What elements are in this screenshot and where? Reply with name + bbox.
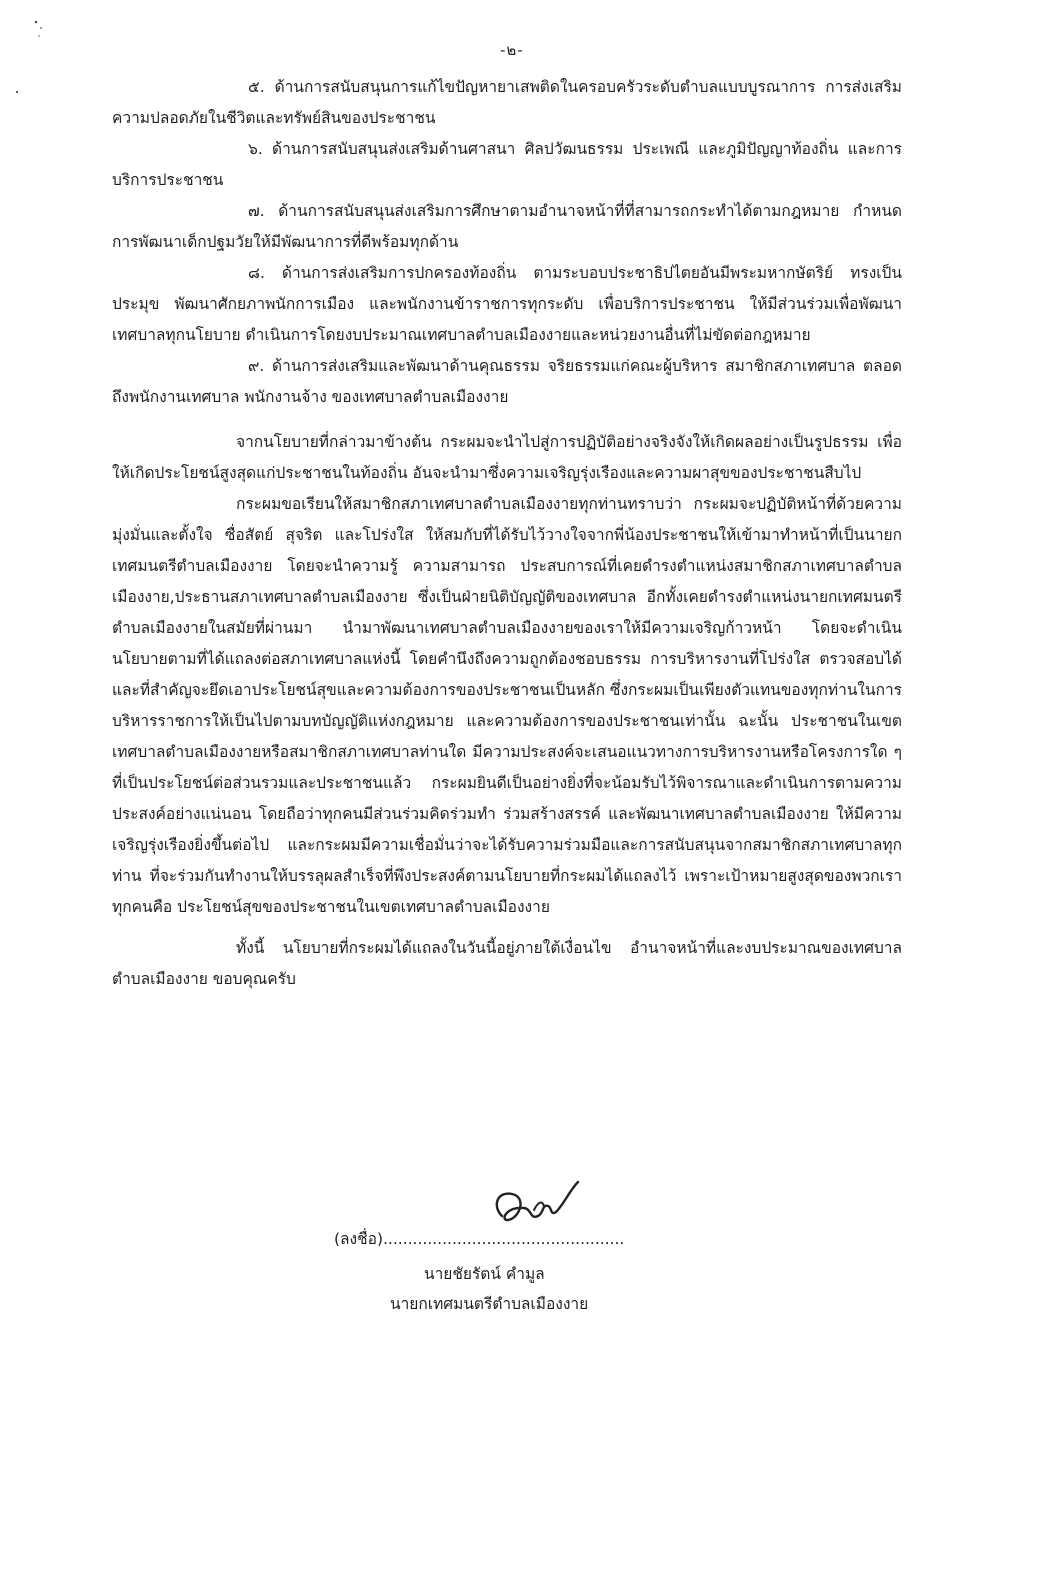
commitment-paragraph: กระผมขอเรียนให้สมาชิกสภาเทศบาลตำบลเมืองงายทุกท่านทราบว่า กระผมจะปฏิบัติหน้าที่ด้วยความมุ่งมั่นและตั้งใจ ซื่อสัตย์ สุจริต และโปร่งใส ให้สมกับที่ได้รับไว้วางใจจากพี่น้องประชาชนให้เข้ามาทำหน้าที่เป็นนายกเทศมนตรีตำบลเมืองงาย โดยจะนำความรู้ ความสามารถ ประสบการณ์ที่เคยดำรงตำแหน่งสมาชิกสภาเทศบาลตำบลเมืองงาย,ประธานสภาเทศบาลตำบลเมืองงาย ซึ่งเป็นฝ่ายนิติบัญญัติของเทศบาล อีกทั้งเคยดำรงตำแหน่งนายกเทศมนตรีตำบลเมืองงายในสมัยที่ผ่านมา นำมาพัฒนาเทศบาลตำบลเมืองงายของเราให้มีความเจริญก้าวหน้า โดยจะดำเนินนโยบายตามที่ได้แถลงต่อสภาเทศบาลแห่งนี้ โดยคำนึงถึงความถูกต้องชอบธรรม การบริหารงานที่โปร่งใส ตรวจสอบได้ และที่สำคัญจะยึดเอาประโยชน์สุขและความต้องการของประชาชนเป็นหลัก ซึ่งกระผมเป็นเพียงตัวแทนของทุกท่านในการบริหารราชการให้เป็นไปตามบทบัญญัติแห่งกฎหมาย และความต้องการของประชาชนเท่านั้น ฉะนั้น ประชาชนในเขตเทศบาลตำบลเมืองงายหรือสมาชิกสภาเทศบาลท่านใด มีความประสงค์จะเสนอแนวทางการบริหารงานหรือโครงการใด ๆ ที่เป็นประโยชน์ต่อส่วนรวมและประชาชนแล้ว กระผมยินดีเป็นอย่างยิ่งที่จะน้อมรับไว้พิจารณาและดำเนินการตามความประสงค์อย่างแน่นอน โดยถือว่าทุกคนมีส่วนร่วมคิดร่วมทำ ร่วมสร้างสรรค์ และพัฒนาเทศบาลตำบลเมืองงาย ให้มีความเจริญรุ่งเรืองยิ่งขึ้นต่อไป และกระผมมีความเชื่อมั่นว่าจะได้รับความร่วมมือและการสนับสนุนจากสมาชิกสภาเทศบาลทุกท่าน ที่จะร่วมกันทำงานให้บรรลุผลสำเร็จที่พึงประสงค์ตามนโยบายที่กระผมได้แถลงไว้ เพราะเป้าหมายสูงสุดของพวกเราทุกคนคือ ประโยชน์สุขของประชาชนในเขตเทศบาลตำบลเมืองงาย: [112, 495, 902, 916]
scan-speck: [14, 10, 54, 110]
policy-item-8: ๘. ด้านการส่งเสริมการปกครองท้องถิ่น ตามระบอบประชาธิปไตยอันมีพระมหากษัตริย์ ทรงเป็นประมุข พัฒนาศักยภาพนักการเมือง และพนักงานข้าราชการทุกระดับ เพื่อบริการประชาชน ให้มีส่วนร่วมเพื่อพัฒนาเทศบาลทุกนโยบาย ดำเนินการโดยงบประมาณเทศบาลตำบลเมืองงายและหน่วยงานอื่นที่ไม่ขัดต่อกฎหมาย: [112, 264, 902, 344]
page-number: -๒-: [500, 41, 524, 59]
signature-block: [334, 1176, 634, 1316]
signer-name: นายชัยรัตน์ คำมูล: [424, 1265, 545, 1283]
policy-item-5: ๕. ด้านการสนับสนุนการแก้ไขปัญหายาเสพติดในครอบครัวระดับตำบลแบบบูรณาการ การส่งเสริมความปลอดภัยในชีวิตและทรัพย์สินของประชาชน: [112, 78, 902, 127]
policy-item-7: ๗. ด้านการสนับสนุนส่งเสริมการศึกษาตามอำนาจหน้าที่ที่สามารถกระทำได้ตามกฎหมาย กำหนด การพัฒนาเด็กปฐมวัยให้มีพัฒนาการที่ดีพร้อมทุกด้าน: [112, 202, 902, 251]
conclusion-paragraph: จากนโยบายที่กล่าวมาข้างต้น กระผมจะนำไปสู่การปฏิบัติอย่างจริงจังให้เกิดผลอย่างเป็นรูปธรรม เพื่อให้เกิดประโยชน์สูงสุดแก่ประชาชนในท้องถิ่น อันจะนำมาซึ่งความเจริญรุ่งเรืองและความผาสุขของประชาชนสืบไป: [112, 433, 902, 482]
signer-title: นายกเทศมนตรีตำบลเมืองงาย: [390, 1295, 589, 1313]
policy-item-9: ๙. ด้านการส่งเสริมและพัฒนาด้านคุณธรรม จริยธรรมแก่คณะผู้บริหาร สมาชิกสภาเทศบาล ตลอดถึงพนักงานเทศบาล พนักงานจ้าง ของเทศบาลตำบลเมืองงาย: [112, 357, 902, 406]
document-body: [112, 72, 902, 995]
policy-item-6: ๖. ด้านการสนับสนุนส่งเสริมด้านศาสนา ศิลปวัฒนธรรม ประเพณี และภูมิปัญญาท้องถิ่น และการบริการประชาชน: [112, 140, 902, 189]
sign-line: (ลงชื่อ).................................................: [334, 1230, 625, 1248]
closing-paragraph: ทั้งนี้ นโยบายที่กระผมได้แถลงในวันนี้อยู่ภายใต้เงื่อนไข อำนาจหน้าที่และงบประมาณของเทศบาลตำบลเมืองงาย ขอบคุณครับ: [112, 939, 902, 988]
